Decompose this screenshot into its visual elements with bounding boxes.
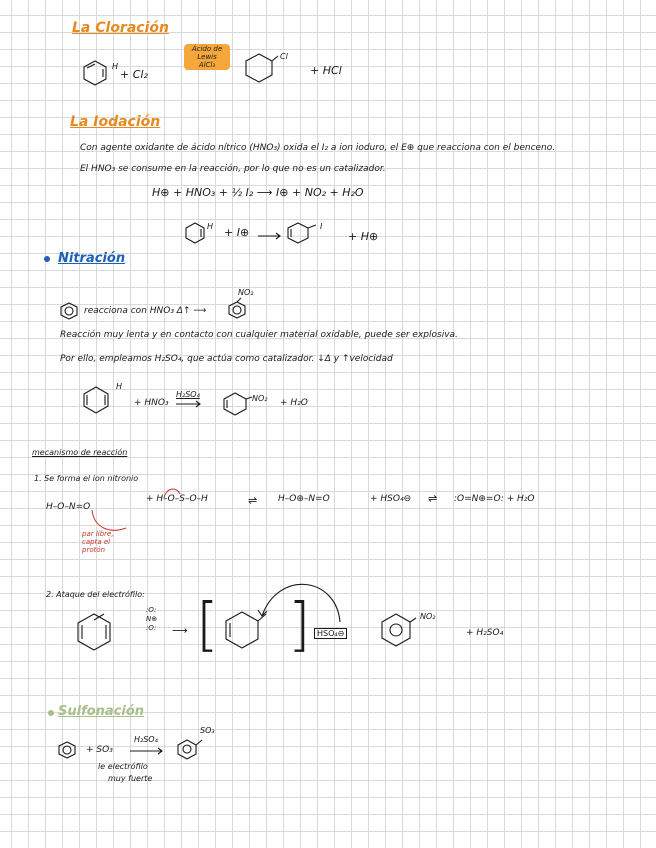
equilibrium-arrow-1: ⇌ <box>248 494 258 507</box>
nitracion-arrow-label: H₂SO₄ <box>176 390 200 399</box>
benzene-icon <box>82 60 108 86</box>
nitronium-ion: :O=N⊕=O: + H₂O <box>454 494 535 504</box>
nitronium-small: :O: N⊕ :O: <box>146 606 158 632</box>
iodobenzene-i: I <box>320 222 323 231</box>
electron-arrow-icon <box>90 508 130 538</box>
benzene-icon <box>82 386 110 414</box>
cloracion-plus-cl2: + Cl₂ <box>120 68 148 81</box>
iodacion-h-label: H <box>207 222 214 231</box>
cloracion-h-label: H <box>112 62 119 71</box>
arrow-right-icon <box>130 747 166 755</box>
benzene-icon <box>184 222 206 244</box>
arrow-right-icon <box>258 232 282 240</box>
sulfuric-acid-molecule: + H–O–S–O–H <box>146 494 208 504</box>
sulfonacion-bullet <box>48 710 54 716</box>
final-plus-h2so4: + H₂SO₄ <box>466 628 504 638</box>
final-no2: NO₂ <box>420 612 436 621</box>
nitracion-plus-h2o: + H₂O <box>280 398 308 408</box>
nitrobenzene-no2-small: NO₂ <box>238 288 254 297</box>
nitracion-h: H <box>116 382 123 391</box>
chlorocyclohexane-icon <box>244 52 274 84</box>
hso4-box: HSO₄⊖ <box>314 628 347 639</box>
sulfonacion-so3-label: SO₃ <box>200 726 215 735</box>
nitrobenzene-icon <box>222 392 248 416</box>
lone-pair-annotation: par libre, capta el protón <box>82 530 114 554</box>
arrow-to-intermediate: ⟶ <box>172 624 188 637</box>
benzene-with-h-icon <box>72 610 116 654</box>
nitrobenzene-product-icon <box>380 612 414 648</box>
nitric-acid-molecule: H–O–N=O <box>46 502 91 512</box>
mecanismo-title: mecanismo de reacción <box>32 448 128 457</box>
benzene-circle-icon <box>58 740 76 760</box>
arrow-right-icon <box>176 400 202 408</box>
lewis-line2: Lewis <box>197 53 217 61</box>
benzene-circle-icon <box>60 302 78 320</box>
nitracion-product-no2: NO₂ <box>252 394 268 403</box>
iodacion-plus-iplus: + I⊕ <box>224 226 250 239</box>
benzenesulfonic-icon <box>176 738 198 760</box>
mecanismo-step1: 1. Se forma el ion nitronio <box>34 474 139 483</box>
chlorocyclohexane-cl: Cl <box>280 52 288 61</box>
nitracion-title: Nitración <box>58 251 126 266</box>
equilibrium-arrow-2: ⇌ <box>428 492 438 505</box>
sulfonacion-plus-so3: + SO₃ <box>86 745 113 755</box>
nitrobenzene-small-icon <box>228 300 246 320</box>
iodacion-line2: El HNO₃ se consume en la reacción, por lo que no es un catalizador. <box>80 164 386 174</box>
nitracion-line2: Reacción muy lenta y en contacto con cualquier material oxidable, puede ser explosiva. <box>60 330 458 340</box>
cloracion-title: La Cloración <box>72 20 169 36</box>
hso4-minus: + HSO₄⊖ <box>370 494 412 504</box>
bracket-left: [ <box>196 590 219 658</box>
sulfonacion-note-line1: le electrófilo <box>98 762 148 771</box>
iodacion-title: La Iodación <box>70 114 161 130</box>
nitracion-line3: Por ello, empleamos H₂SO₄, que actúa como catalizador. ↓Δ y ↑velocidad <box>60 354 393 364</box>
iodobenzene-icon <box>286 222 310 244</box>
iodacion-plus-hplus: + H⊕ <box>348 230 379 243</box>
nitracion-bullet <box>44 256 50 262</box>
protonated-nitric-acid: H–O⊕–N=O <box>278 494 330 504</box>
curved-arrow-icon <box>162 486 182 500</box>
lewis-line3: AlCl₃ <box>198 61 216 69</box>
lewis-acid-highlight <box>184 44 230 70</box>
mecanismo-step2: 2. Ataque del electrófilo: <box>46 590 145 599</box>
iodacion-line1: Con agente oxidante de ácido nítrico (HNO₃) oxida el I₂ a ion ioduro, el E⊕ que reacciona con el benceno. <box>80 143 556 153</box>
bracket-right: ] <box>288 590 311 658</box>
sulfonacion-arrow-label: H₂SO₄ <box>134 735 158 744</box>
sulfonacion-note-line2: muy fuerte <box>108 774 153 783</box>
cloracion-plus-hcl: + HCl <box>310 64 342 77</box>
sulfonacion-title: Sulfonación <box>58 704 145 719</box>
nitracion-plus-hno3: + HNO₃ <box>134 398 169 408</box>
iodacion-equation: H⊕ + HNO₃ + ½ I₂ ⟶ I⊕ + NO₂ + H₂O <box>152 186 364 199</box>
nitracion-line1: reacciona con HNO₃ Δ↑ ⟶ <box>84 306 207 316</box>
lewis-line1: Ácido de <box>191 45 223 53</box>
